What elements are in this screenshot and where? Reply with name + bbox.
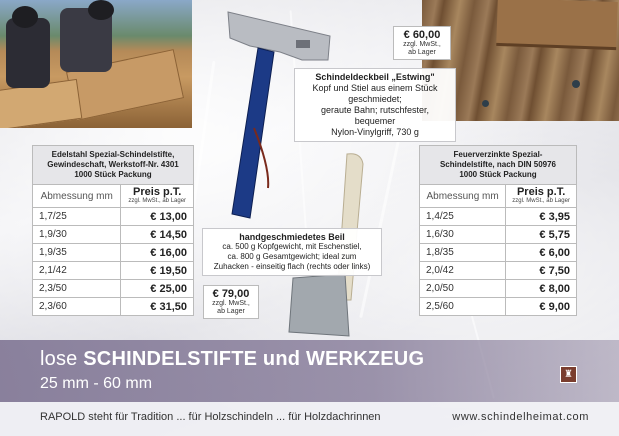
row-size: 2,3/60	[33, 298, 121, 316]
table-row	[33, 226, 194, 244]
row-price: € 31,50	[121, 298, 194, 316]
row-size: 1,4/25	[420, 208, 506, 226]
estwing-title: Schindeldeckbeil „Estwing"	[315, 72, 435, 82]
axe-price-tag	[203, 285, 259, 319]
row-size: 1,8/35	[420, 244, 506, 262]
row-size: 2,1/42	[33, 262, 121, 280]
row-price: € 19,50	[121, 262, 194, 280]
row-price: € 7,50	[506, 262, 577, 280]
table-row	[420, 208, 577, 226]
row-size: 1,6/30	[420, 226, 506, 244]
photo-roofer-cap	[12, 6, 38, 28]
table-heading-line: Schindelstifte, nach DIN 50976	[439, 160, 557, 169]
row-size: 1,7/25	[33, 208, 121, 226]
table-row	[420, 280, 577, 298]
estwing-desc-line: geraute Bahn; rutschfester, bequemer	[320, 105, 430, 126]
title-main: SCHINDELSTIFTE und WERKZEUG	[83, 348, 425, 370]
column-header-size: Abmessung mm	[33, 185, 121, 208]
table-heading-line: 1000 Stück Packung	[74, 170, 152, 179]
website-url[interactable]: www.schindelheimat.com	[452, 411, 589, 423]
row-price: € 16,00	[121, 244, 194, 262]
price-header-label: Preis p.T.	[516, 186, 566, 198]
photo-roofer-figure	[6, 18, 50, 88]
estwing-price-tag	[393, 26, 451, 60]
photo-nail-head	[482, 100, 489, 107]
axe-price-note: zzgl. MwSt.,	[212, 300, 250, 307]
row-size: 1,9/30	[33, 226, 121, 244]
row-price: € 6,00	[506, 244, 577, 262]
row-size: 2,0/50	[420, 280, 506, 298]
table-heading-line: 1000 Stück Packung	[459, 170, 537, 179]
table-row	[33, 262, 194, 280]
estwing-price-note-2: ab Lager	[408, 49, 436, 56]
row-size: 2,0/42	[420, 262, 506, 280]
title-prefix: lose	[40, 348, 78, 370]
table-row	[33, 244, 194, 262]
table-row	[33, 208, 194, 226]
table-heading-line: Feuerverzinkte Spezial-	[453, 150, 543, 159]
row-size: 2,3/50	[33, 280, 121, 298]
axe-price: € 79,00	[212, 288, 250, 300]
galvanized-nails-table	[419, 145, 577, 316]
hatchet-handle	[232, 48, 274, 218]
axe-head	[289, 274, 349, 336]
footer-tagline: RAPOLD steht für Tradition ... für Holzschindeln ... für Holzdachrinnen	[40, 411, 381, 423]
price-header-note: zzgl. MwSt., ab Lager	[128, 198, 187, 204]
row-price: € 25,00	[121, 280, 194, 298]
page-subtitle: 25 mm - 60 mm	[40, 375, 153, 392]
price-header-note: zzgl. MwSt., ab Lager	[512, 198, 570, 204]
title-band	[0, 340, 619, 402]
axe-description	[202, 228, 382, 276]
row-size: 2,5/60	[420, 298, 506, 316]
axe-desc-line: ca. 500 g Kopfgewicht, mit Eschenstiel,	[222, 242, 362, 251]
row-price: € 8,00	[506, 280, 577, 298]
table-heading-line: Edelstahl Spezial-Schindelstifte,	[51, 150, 175, 159]
photo-shingle-board	[496, 0, 618, 50]
row-price: € 5,75	[506, 226, 577, 244]
table-row	[420, 262, 577, 280]
row-price: € 14,50	[121, 226, 194, 244]
axe-desc-line: Zuhacken - einseitig flach (rechts oder links)	[213, 262, 371, 271]
photo-roofer-cap	[88, 0, 114, 20]
estwing-desc-line: Kopf und Stiel aus einem Stück geschmiedet;	[312, 83, 438, 104]
row-price: € 13,00	[121, 208, 194, 226]
estwing-price-note: zzgl. MwSt.,	[403, 41, 441, 48]
roofers-photo	[0, 0, 192, 128]
estwing-desc-line: Nylon-Vinylgriff, 730 g	[331, 127, 419, 137]
row-size: 1,9/35	[33, 244, 121, 262]
hatchet-head	[228, 12, 330, 60]
photo-nail-head	[572, 80, 580, 88]
stainless-table-heading	[33, 146, 194, 185]
rapold-logo-icon: ♜	[560, 366, 577, 383]
axe-title: handgeschmiedetes Beil	[239, 232, 345, 242]
row-price: € 9,00	[506, 298, 577, 316]
column-header-price	[121, 185, 194, 208]
estwing-description	[294, 68, 456, 142]
table-heading-line: Gewindeschaft, Werkstoff-Nr. 4301	[47, 160, 179, 169]
axe-desc-line: ca. 800 g Gesamtgewicht; ideal zum	[227, 252, 357, 261]
row-price: € 3,95	[506, 208, 577, 226]
table-row	[33, 280, 194, 298]
stainless-nails-table	[32, 145, 194, 316]
table-row	[420, 226, 577, 244]
table-row	[33, 298, 194, 316]
table-row	[420, 298, 577, 316]
column-header-size: Abmessung mm	[420, 185, 506, 208]
column-header-price	[506, 185, 577, 208]
estwing-price: € 60,00	[403, 29, 441, 41]
page-title	[40, 348, 424, 371]
axe-price-note-2: ab Lager	[217, 308, 245, 315]
galvanized-table-heading	[420, 146, 577, 185]
table-row	[420, 244, 577, 262]
price-header-label: Preis p.T.	[133, 186, 182, 198]
footer	[0, 402, 619, 436]
